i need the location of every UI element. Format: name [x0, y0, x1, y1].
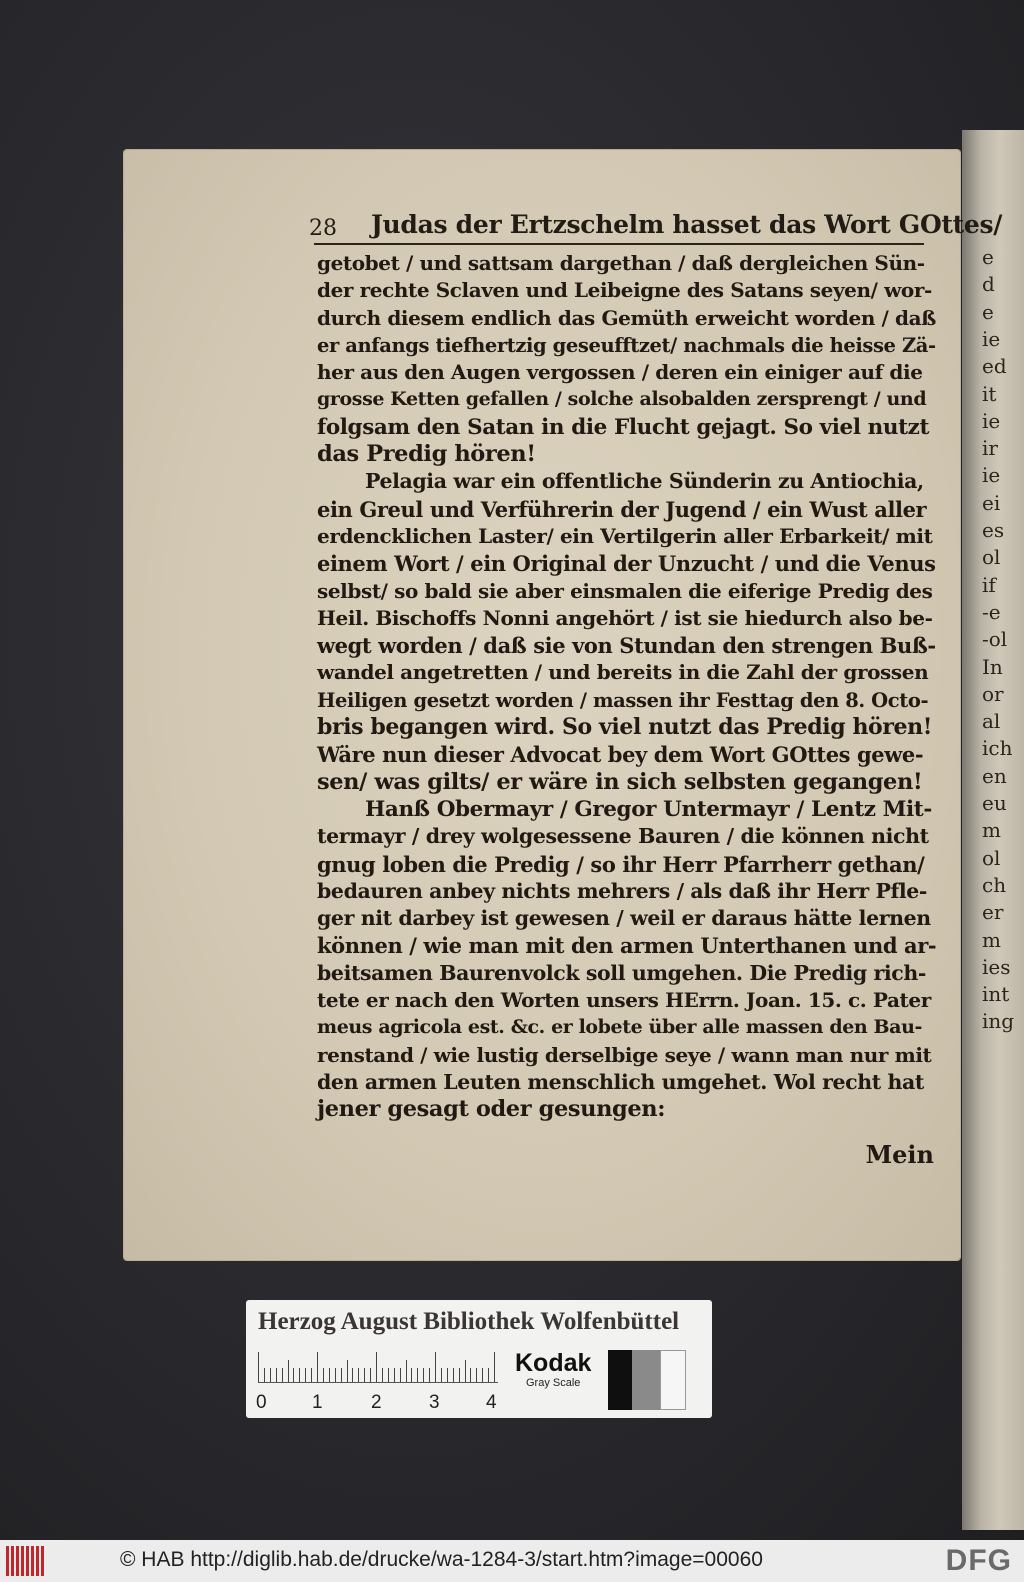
adjacent-page-fragment: ei	[982, 490, 1001, 515]
ruler-tick	[329, 1368, 330, 1382]
ruler-tick	[382, 1368, 383, 1382]
adjacent-page-edge	[962, 130, 1024, 1530]
adjacent-page-fragment: -e	[982, 599, 1001, 624]
ruler-tick	[441, 1368, 442, 1382]
ruler-tick	[447, 1368, 448, 1382]
ruler-tick	[476, 1368, 477, 1382]
kodak-logo: Kodak	[515, 1349, 592, 1377]
dfg-logo: DFG	[945, 1544, 1012, 1577]
footer-bar	[0, 1540, 1024, 1582]
text-line: ein Greul und Verführerin der Jugend / ein Wust aller	[317, 496, 927, 522]
ruler-tick	[370, 1368, 371, 1382]
body-text	[317, 250, 937, 1124]
adjacent-page-fragment: ch	[982, 872, 1007, 897]
ruler-tick	[347, 1360, 348, 1382]
ruler-tick	[317, 1352, 318, 1382]
page-number: 28	[309, 216, 337, 241]
adjacent-page-fragment: ol	[982, 845, 1001, 870]
text-line: den armen Leuten menschlich umgehet. Wol recht hat	[317, 1069, 924, 1094]
ruler-tick	[311, 1368, 312, 1382]
ruler-number: 3	[429, 1392, 440, 1413]
text-line: renstand / wie lustig derselbige seye / wann man nur mit	[317, 1042, 932, 1067]
gray-patch-white	[660, 1350, 686, 1410]
text-line: ger nit darbey ist gewesen / weil er daraus hätte lernen	[317, 906, 931, 931]
color-calibration-card	[246, 1300, 712, 1418]
adjacent-page-fragment: int	[982, 982, 1010, 1007]
adjacent-page-fragment: er	[982, 900, 1004, 925]
text-line: folgsam den Satan in die Flucht gejagt. So viel nutzt	[317, 414, 930, 440]
text-line: Hanß Obermayr / Gregor Untermayr / Lentz Mit-	[365, 796, 932, 822]
ruler-tick	[459, 1368, 460, 1382]
ruler-tick	[276, 1368, 277, 1382]
ruler-tick	[258, 1352, 259, 1382]
adjacent-page-fragment: ies	[982, 954, 1011, 979]
text-line: erdencklichen Laster/ ein Vertilgerin aller Erbarkeit/ mit	[317, 523, 933, 548]
catchword: Mein	[865, 1140, 934, 1169]
text-line: wegt worden / daß sie von Stundan den strengen Buß-	[317, 633, 936, 659]
text-line: termayr / drey wolgesessene Bauren / die können nicht	[317, 824, 929, 849]
ruler-tick	[494, 1352, 495, 1382]
ruler-tick	[435, 1352, 436, 1382]
ruler-tick	[323, 1368, 324, 1382]
text-line: bedauren anbey nichts mehrers / als daß ihr Herr Pfle-	[317, 878, 928, 903]
ruler-tick	[406, 1360, 407, 1382]
ruler-tick	[352, 1368, 353, 1382]
adjacent-page-fragment: ed	[982, 354, 1007, 379]
ruler-tick	[293, 1368, 294, 1382]
adjacent-page-fragment: ie	[982, 408, 1001, 433]
adjacent-page-fragment: ich	[982, 736, 1013, 761]
text-line: her aus den Augen vergossen / deren ein einiger auf die	[317, 360, 923, 385]
ruler-tick	[335, 1368, 336, 1382]
adjacent-page-fragment: or	[982, 681, 1004, 706]
text-line: tete er nach den Worten unsers HErrn. Joan. 15. c. Pater	[317, 988, 931, 1013]
adjacent-page-fragment: if	[982, 572, 996, 597]
copyright-link[interactable]: © HAB http://diglib.hab.de/drucke/wa-1284-3/start.htm?image=00060	[120, 1548, 763, 1571]
ruler-number: 4	[486, 1392, 497, 1413]
text-line: einem Wort / ein Original der Unzucht / und die Venus	[317, 551, 936, 577]
running-title: Judas der Ertzschelm hasset das Wort GOttes/	[371, 210, 1003, 239]
ruler-tick	[400, 1368, 401, 1382]
text-line: wandel angetretten / und bereits in die Zahl der grossen	[317, 660, 929, 685]
ruler-tick	[270, 1368, 271, 1382]
text-line: grosse Ketten gefallen / solche alsobalden zersprengt / und	[317, 388, 927, 411]
adjacent-page-fragment: al	[982, 709, 1001, 734]
ruler-number: 1	[312, 1392, 323, 1413]
ruler-tick	[429, 1368, 430, 1382]
ruler-tick	[470, 1368, 471, 1382]
text-line: sen/ was gilts/ er wäre in sich selbsten gegangen!	[317, 768, 923, 795]
ruler-tick	[482, 1368, 483, 1382]
adjacent-page-fragment: ol	[982, 545, 1001, 570]
ruler-number: 2	[371, 1392, 382, 1413]
ruler-tick	[453, 1368, 454, 1382]
gray-patch-mid	[632, 1350, 660, 1410]
text-line: Heil. Bischoffs Nonni angehört / ist sie hiedurch also be-	[317, 605, 933, 630]
text-line: der rechte Sclaven und Leibeigne des Satans seyen/ wor-	[317, 278, 932, 303]
card-title: Herzog August Bibliothek Wolfenbüttel	[258, 1308, 680, 1335]
ruler-tick	[305, 1368, 306, 1382]
adjacent-page-fragment: d	[982, 272, 995, 297]
text-line: gnug loben die Predig / so ihr Herr Pfarrherr gethan/	[317, 851, 925, 877]
adjacent-page-fragment: ie	[982, 326, 1001, 351]
ruler-tick	[341, 1368, 342, 1382]
adjacent-page-fragment: ir	[982, 436, 998, 461]
text-line: selbst/ so bald sie aber einsmalen die eiferige Predig des	[317, 578, 933, 603]
adjacent-page-fragment: eu	[982, 791, 1007, 815]
adjacent-page-fragment: e	[982, 299, 994, 324]
text-line: bris begangen wird. So viel nutzt das Predig hören!	[317, 714, 932, 741]
ruler-tick	[465, 1360, 466, 1382]
adjacent-page-fragment: ie	[982, 463, 1001, 488]
ruler-tick	[423, 1368, 424, 1382]
ruler-number: 0	[256, 1392, 267, 1413]
text-line: jener gesagt oder gesungen:	[317, 1096, 666, 1123]
header-rule	[314, 243, 924, 245]
ruler-tick	[388, 1368, 389, 1382]
adjacent-page-fragment: In	[982, 654, 1003, 679]
ruler-tick	[282, 1368, 283, 1382]
ruler-tick	[288, 1360, 289, 1382]
text-line: können / wie man mit den armen Unterthanen und ar-	[317, 933, 937, 959]
adjacent-page-fragment: en	[982, 763, 1007, 788]
ruler-tick	[488, 1368, 489, 1382]
hab-logo-icon	[6, 1546, 48, 1576]
adjacent-page-fragment: es	[982, 518, 1005, 542]
ruler-tick	[364, 1368, 365, 1382]
adjacent-page-fragment: m	[982, 927, 1001, 952]
ruler-tick	[376, 1352, 377, 1382]
ruler-tick	[417, 1368, 418, 1382]
text-line: durch diesem endlich das Gemüth erweicht worden / daß	[317, 305, 936, 330]
adjacent-page-fragment: -ol	[982, 627, 1008, 652]
text-line: Wäre nun dieser Advocat bey dem Wort GOttes gewe-	[317, 742, 924, 768]
text-line: meus agricola est. &c. er lobete über alle massen den Bau-	[317, 1016, 922, 1039]
adjacent-page-fragment: m	[982, 818, 1001, 843]
text-line: Heiligen gesetzt worden / massen ihr Festtag den 8. Octo-	[317, 688, 929, 712]
text-line: Pelagia war ein offentliche Sünderin zu Antiochia,	[365, 469, 924, 494]
ruler-tick	[411, 1368, 412, 1382]
ruler-tick	[358, 1368, 359, 1382]
running-head	[309, 210, 1003, 241]
adjacent-page-fragment: e	[982, 245, 994, 269]
ruler	[258, 1352, 498, 1383]
adjacent-page-fragment: it	[982, 381, 997, 406]
adjacent-page-fragment: ing	[982, 1009, 1015, 1034]
text-line: er anfangs tiefhertzig geseufftzet/ nachmals die heisse Zä-	[317, 333, 936, 357]
text-line: beitsamen Baurenvolck soll umgehen. Die Predig rich-	[317, 960, 926, 985]
ruler-tick	[264, 1368, 265, 1382]
text-line: getobet / und sattsam dargethan / daß dergleichen Sün-	[317, 251, 925, 275]
gray-patch-black	[608, 1350, 632, 1410]
ruler-tick	[394, 1368, 395, 1382]
ruler-tick	[299, 1368, 300, 1382]
text-line: das Predig hören!	[317, 441, 536, 468]
gray-scale-label: Gray Scale	[526, 1377, 581, 1389]
